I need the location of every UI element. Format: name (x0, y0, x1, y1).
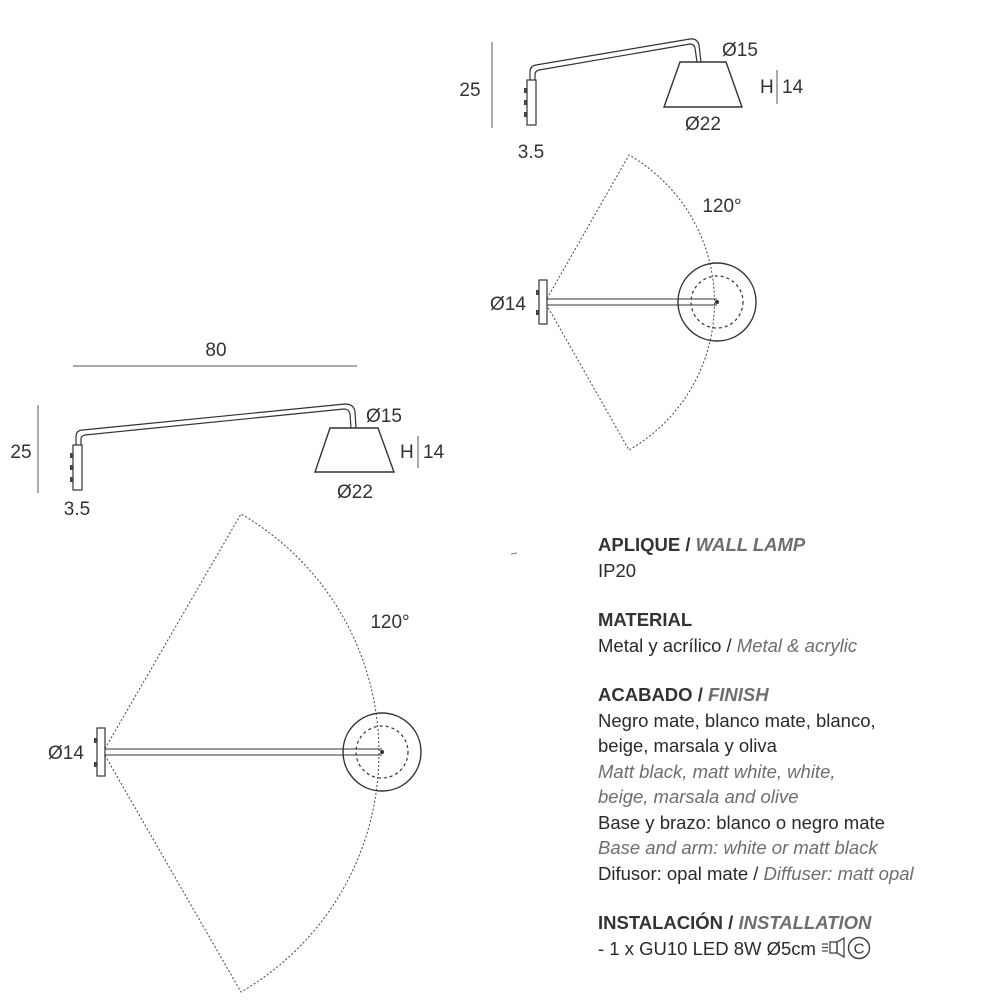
screw (524, 88, 527, 93)
dimmable-icon (822, 938, 844, 957)
material-section (598, 607, 993, 658)
wall-base (527, 80, 536, 125)
shade-height-letter: H (760, 77, 774, 98)
length-label: 80 (205, 340, 227, 361)
finish-colors-es: Negro mate, blanco mate, blanco, (598, 709, 876, 731)
energy-class-letter: C (853, 940, 865, 957)
finish-colors-es: beige, marsala y oliva (598, 735, 777, 756)
screw (70, 465, 73, 470)
base-diameter-label: Ø14 (48, 743, 84, 764)
stray-mark (511, 553, 517, 554)
base-diameter-label: Ø14 (490, 294, 526, 315)
screw (94, 762, 97, 767)
screw (94, 738, 97, 743)
rotation-arc (103, 514, 379, 992)
pivot-point (380, 750, 384, 754)
spec-icons (820, 936, 872, 967)
wall-base (539, 280, 547, 324)
height-label: 25 (459, 80, 481, 101)
type-section (598, 532, 993, 583)
finish-section (598, 682, 993, 886)
height-label: 25 (10, 442, 32, 463)
screw (70, 477, 73, 482)
shade-height-value: 14 (423, 442, 445, 463)
material-heading: MATERIAL (598, 609, 693, 630)
screw (524, 112, 527, 117)
rotation-angle-label: 120° (702, 196, 742, 217)
shade-bottom-diameter: Ø22 (337, 482, 373, 503)
large-elevation-view (10, 340, 444, 520)
finish-colors-en: beige, marsala and olive (598, 786, 799, 807)
wall-base (73, 445, 82, 490)
material-value: Metal y acrílico / Metal & acrylic (598, 634, 858, 656)
small-plan-view (490, 155, 756, 450)
shade-top-diameter: Ø15 (722, 40, 758, 61)
shade-bottom-diameter: Ø22 (685, 114, 721, 135)
base-arm-es: Base y brazo: blanco o negro mate (598, 811, 885, 833)
ip-rating: IP20 (598, 559, 637, 581)
energy-class-icon (848, 937, 869, 958)
bulb-spec: - 1 x GU10 LED 8W Ø5cm C (598, 936, 993, 967)
screw (70, 453, 73, 458)
rotation-angle-label: 120° (370, 612, 410, 633)
spec-panel (598, 532, 993, 990)
arm-inner (535, 44, 697, 80)
shade-height-value: 14 (782, 77, 804, 98)
type-heading: APLIQUE / WALL LAMP (598, 534, 806, 555)
pivot-point (715, 300, 719, 304)
arm (76, 404, 356, 445)
shade-top-diameter: Ø15 (366, 406, 402, 427)
diffuser: Difusor: opal mate / Diffuser: matt opal (598, 862, 914, 884)
base-depth-label: 3.5 (63, 499, 91, 520)
finish-heading: ACABADO / FINISH (598, 684, 769, 705)
base-depth-label: 3.5 (517, 142, 545, 163)
lamp-shade (315, 428, 394, 472)
screw (524, 100, 527, 105)
small-elevation-view (459, 39, 803, 163)
installation-section (598, 910, 993, 966)
installation-heading: INSTALACIÓN / INSTALLATION (598, 912, 872, 933)
wall-base (97, 728, 105, 776)
screw (536, 310, 539, 315)
arm-inner (81, 409, 351, 445)
large-plan-view (48, 514, 421, 992)
base-arm-en: Base and arm: white or matt black (598, 837, 878, 858)
screw (536, 290, 539, 295)
lamp-shade (664, 62, 742, 107)
rotation-arc (545, 155, 714, 450)
shade-height-letter: H (400, 442, 414, 463)
finish-colors-en: Matt black, matt white, white, (598, 760, 836, 782)
